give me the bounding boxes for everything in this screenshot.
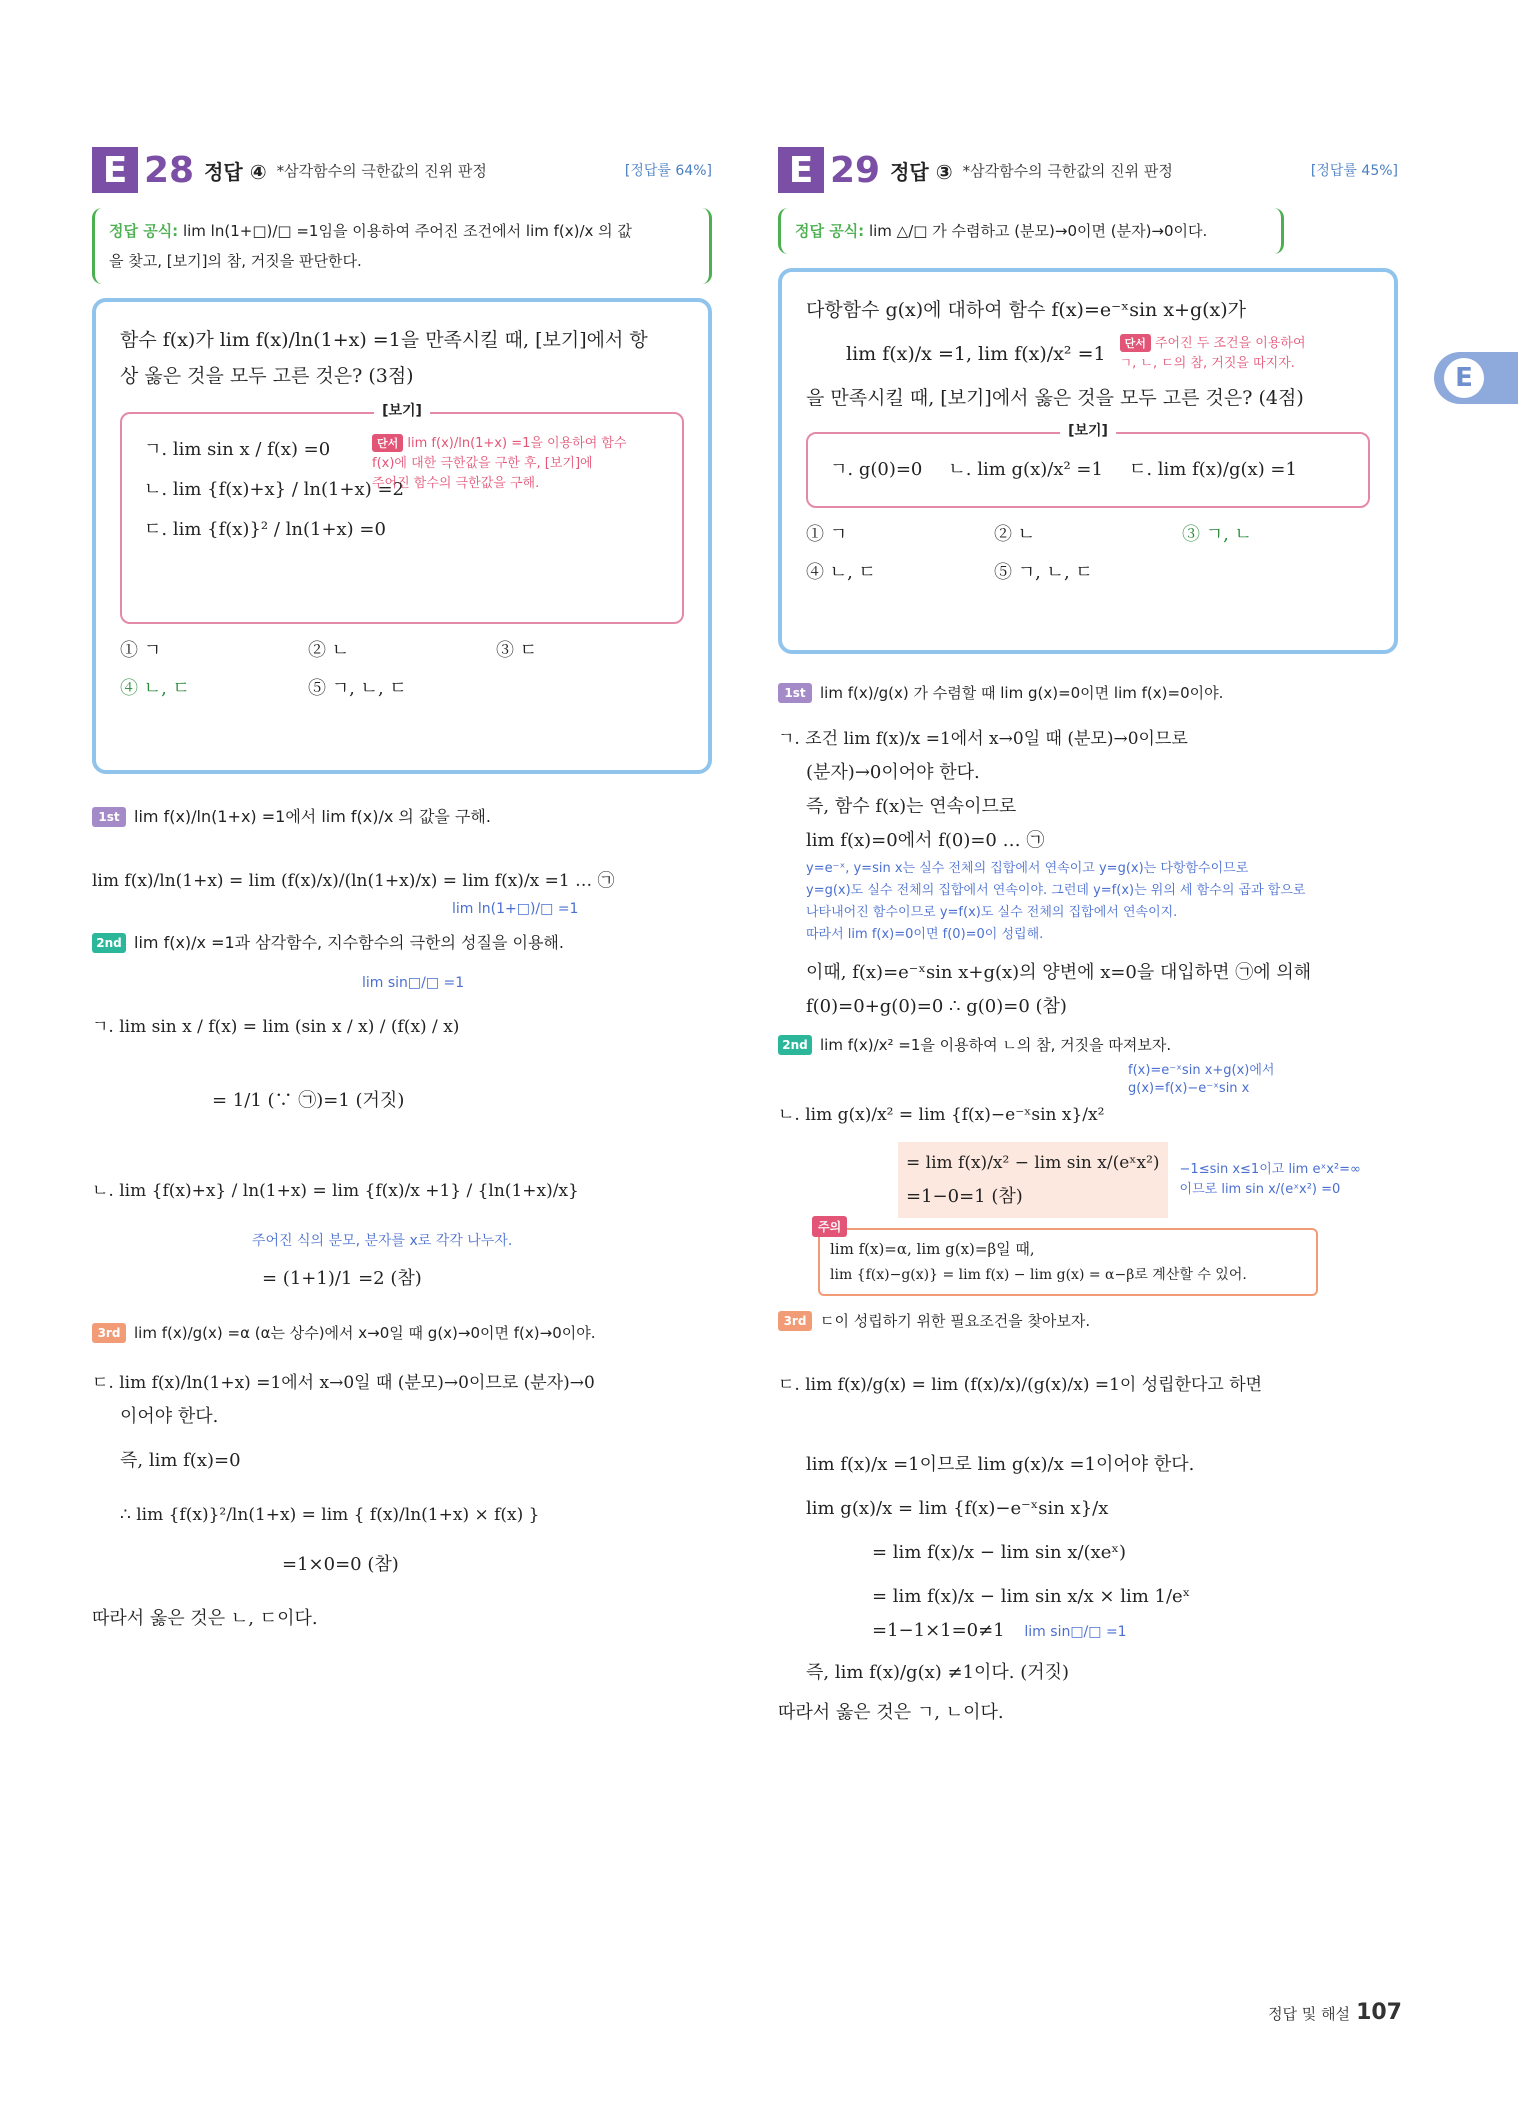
choice-correct: ③ ㄱ, ㄴ <box>1182 524 1252 545</box>
hint-note <box>372 434 652 494</box>
choice: ⑤ ㄱ, ㄴ, ㄷ <box>994 562 1093 583</box>
equation: lim f(x)/ln(1+x) = lim (f(x)/x)/(ln(1+x)/x) = lim f(x)/x =1 … ㉠ <box>92 871 615 891</box>
problem-text: 함수 f(x)가 lim f(x)/ln(1+x) =1을 만족시킬 때, [보기]에서 항 <box>120 329 648 351</box>
note: lim sin□/□ =1 <box>362 975 465 991</box>
choice: ⑤ ㄱ, ㄴ, ㄷ <box>308 678 407 699</box>
step-text: ㄷ이 성립하기 위한 필요조건을 찾아보자. <box>820 1312 1091 1330</box>
choice: ③ ㄷ <box>496 640 538 661</box>
answer-label: 정답 ④ <box>204 159 267 184</box>
answer-label: 정답 ③ <box>890 159 953 184</box>
problem-condition: lim f(x)/x =1, lim f(x)/x² =1 <box>846 343 1106 365</box>
hint-badge: 단서 <box>1120 334 1151 352</box>
equation: f(0)=0+g(0)=0 ∴ g(0)=0 (참) <box>806 996 1067 1017</box>
step-text: lim f(x)/g(x) =α (α는 상수)에서 x→0일 때 g(x)→0이면 f(x)→0이야. <box>134 1324 596 1342</box>
equation: ∴ lim {f(x)}²/ln(1+x) = lim { f(x)/ln(1+x) × f(x) } <box>120 1505 540 1525</box>
shaded-block <box>898 1142 1168 1218</box>
note-line: y=e⁻ˣ, y=sin x는 실수 전체의 집합에서 연속이고 y=g(x)는 다항함수이므로 <box>806 861 1249 876</box>
page-number: 107 <box>1356 2000 1402 2025</box>
equation: lim f(x)=0에서 f(0)=0 … ㉠ <box>806 830 1045 851</box>
step-tag: 3rd <box>778 1311 812 1331</box>
bogi-item: ㄴ. lim g(x)/x² =1 <box>948 459 1103 480</box>
equation: ㄷ. lim f(x)/g(x) = lim (f(x)/x)/(g(x)/x) =1이 성립한다고 하면 <box>778 1375 1263 1395</box>
hint-text: 주어진 두 조건을 이용하여 <box>1155 336 1306 351</box>
step-text: lim f(x)/g(x) 가 수렴할 때 lim g(x)=0이면 lim f(x)=0이야. <box>820 684 1224 702</box>
equation: ㄷ. lim f(x)/ln(1+x) =1에서 x→0일 때 (분모)→0이므로 (분자)→0 <box>92 1373 595 1393</box>
equation: = 1/1 (∵ ㉠)=1 (거짓) <box>212 1090 405 1111</box>
answer-formula <box>92 208 712 284</box>
bogi-box <box>806 423 1370 508</box>
step-text: lim f(x)/x =1과 삼각함수, 지수함수의 극한의 성질을 이용해. <box>134 933 564 952</box>
problem-text-3: 을 만족시킬 때, [보기]에서 옳은 것을 모두 고른 것은? (4점) <box>806 387 1304 409</box>
bogi-tag: [보기] <box>1060 420 1116 440</box>
step-tag: 2nd <box>778 1035 812 1055</box>
problem-header <box>778 146 1398 194</box>
equation: 즉, lim f(x)/g(x) ≠1이다. (거짓) <box>806 1662 1070 1683</box>
note <box>1128 1062 1398 1098</box>
solution <box>778 676 1398 1730</box>
equation: ㄴ. lim {f(x)+x} / ln(1+x) = lim {f(x)/x +1} / {ln(1+x)/x} <box>92 1181 579 1201</box>
footer-label: 정답 및 해설 <box>1268 2005 1351 2023</box>
bogi-tag: [보기] <box>374 400 430 420</box>
equation: = lim f(x)/x − lim sin x/x × lim 1/eˣ <box>872 1586 1191 1607</box>
equation: ㄱ. lim sin x / f(x) = lim (sin x / x) / (f(x) / x) <box>92 1017 460 1037</box>
bogi-box <box>120 403 684 624</box>
equation <box>872 1614 1398 1648</box>
note-line: g(x)=f(x)−e⁻ˣsin x <box>1128 1081 1250 1096</box>
note <box>1180 1160 1361 1200</box>
problem-box <box>92 298 712 774</box>
equation: 즉, 함수 f(x)는 연속이므로 <box>806 796 1017 817</box>
hint-text: 주어진 함수의 극한값을 구해. <box>372 476 540 491</box>
section-letter: E <box>778 147 824 193</box>
choice: ④ ㄴ, ㄷ <box>806 562 876 583</box>
side-tab-letter: E <box>1444 358 1484 398</box>
note-line: f(x)=e⁻ˣsin x+g(x)에서 <box>1128 1063 1275 1078</box>
step-tag: 3rd <box>92 1323 126 1343</box>
problem-text: 다항함수 g(x)에 대하여 함수 f(x)=e⁻ˣsin x+g(x)가 <box>806 299 1247 321</box>
bogi-item: ㄷ. lim {f(x)}² / ln(1+x) =0 <box>144 519 386 540</box>
choice: ① ㄱ <box>806 524 848 545</box>
caution-tag: 주의 <box>812 1216 847 1237</box>
note: 주어진 식의 분모, 분자를 x로 각각 나누자. <box>252 1233 513 1249</box>
note-line: 따라서 lim f(x)=0이면 f(0)=0이 성립해. <box>806 927 1044 942</box>
equation: lim f(x)/x =1이므로 lim g(x)/x =1이어야 한다. <box>806 1454 1195 1475</box>
conclusion: 따라서 옳은 것은 ㄱ, ㄴ이다. <box>778 1702 1004 1723</box>
equation: =1−0=1 (참) <box>906 1186 1023 1207</box>
equation: (분자)→0이어야 한다. <box>806 762 980 783</box>
conclusion: 따라서 옳은 것은 ㄴ, ㄷ이다. <box>92 1608 318 1629</box>
note <box>806 858 1398 946</box>
right-column <box>778 146 1398 1730</box>
equation: = lim f(x)/x² − lim sin x/(eˣx²) <box>906 1153 1160 1173</box>
equation: ㄴ. lim g(x)/x² = lim {f(x)−e⁻ˣsin x}/x² <box>778 1105 1105 1125</box>
note-line: 나타내어진 함수이므로 y=f(x)도 실수 전체의 집합에서 연속이지. <box>806 905 1178 920</box>
formula-text: lim △/□ 가 수렴하고 (분모)→0이면 (분자)→0이다. <box>868 222 1208 240</box>
formula-text-2: 을 찾고, [보기]의 참, 거짓을 판단한다. <box>109 252 362 270</box>
hint-badge: 단서 <box>372 434 403 452</box>
note: lim sin□/□ =1 <box>1024 1624 1127 1640</box>
solution <box>92 800 712 1636</box>
topic: *삼각함수의 극한값의 진위 판정 <box>962 161 1173 180</box>
note-line: 이므로 lim sin x/(eˣx²) =0 <box>1179 1182 1341 1197</box>
hint-note <box>1120 334 1306 374</box>
note-line: −1≤sin x≤1이고 lim eˣx²=∞ <box>1179 1162 1361 1177</box>
correct-rate: [정답률 64%] <box>624 163 712 179</box>
hint-text: ㄱ, ㄴ, ㄷ의 참, 거짓을 따지자. <box>1119 356 1295 371</box>
topic: *삼각함수의 극한값의 진위 판정 <box>276 161 487 180</box>
formula-label: 정답 공식: <box>109 222 179 240</box>
note-line: y=g(x)도 실수 전체의 집합에서 연속이야. 그런데 y=f(x)는 위의 세 함수의 곱과 합으로 <box>806 883 1306 898</box>
hint-text: lim f(x)/ln(1+x) =1을 이용하여 함수 <box>407 436 627 451</box>
equation: 이때, f(x)=e⁻ˣsin x+g(x)의 양변에 x=0을 대입하면 ㉠에 의해 <box>806 962 1312 983</box>
left-column <box>92 146 712 1636</box>
step-tag: 1st <box>92 807 126 827</box>
equation: 즉, lim f(x)=0 <box>120 1450 241 1471</box>
caution-box <box>818 1220 1318 1296</box>
bogi-item: ㄴ. lim {f(x)+x} / ln(1+x) =2 <box>144 479 404 500</box>
formula-text: lim ln(1+□)/□ =1임을 이용하여 주어진 조건에서 lim f(x)/x 의 값 <box>182 222 632 240</box>
section-letter: E <box>92 147 138 193</box>
hint-text: f(x)에 대한 극한값을 구한 후, [보기]에 <box>372 456 593 471</box>
equation-text: =1−1×1=0≠1 <box>872 1620 1005 1641</box>
choice: ② ㄴ <box>308 640 350 661</box>
choices <box>806 516 1370 592</box>
equation: lim g(x)/x = lim {f(x)−e⁻ˣsin x}/x <box>806 1498 1109 1519</box>
problem-text-2: 상 옳은 것을 모두 고른 것은? (3점) <box>120 365 414 387</box>
equation: =1×0=0 (참) <box>282 1554 399 1575</box>
correct-rate: [정답률 45%] <box>1310 163 1398 179</box>
formula-label: 정답 공식: <box>795 222 865 240</box>
equation: = (1+1)/1 =2 (참) <box>262 1268 422 1289</box>
problem-number: 29 <box>830 149 881 191</box>
step-tag: 2nd <box>92 933 126 953</box>
bogi-item: ㄷ. lim f(x)/g(x) =1 <box>1128 459 1297 480</box>
caution-line: lim f(x)=α, lim g(x)=β일 때, <box>830 1240 1035 1258</box>
bogi-item: ㄱ. g(0)=0 <box>830 459 923 480</box>
choice-correct: ④ ㄴ, ㄷ <box>120 678 190 699</box>
section-side-tab <box>1434 352 1518 404</box>
step-text: lim f(x)/ln(1+x) =1에서 lim f(x)/x 의 값을 구해. <box>134 807 491 826</box>
answer-formula <box>778 208 1284 254</box>
choices <box>120 632 684 708</box>
equation: 이어야 한다. <box>120 1406 219 1427</box>
page-footer <box>1268 2000 1402 2025</box>
step-tag: 1st <box>778 683 812 703</box>
step-text: lim f(x)/x² =1을 이용하여 ㄴ의 참, 거짓을 따져보자. <box>820 1036 1172 1054</box>
bogi-item: ㄱ. lim sin x / f(x) =0 <box>144 439 331 460</box>
caution-line: lim {f(x)−g(x)} = lim f(x) − lim g(x) = α−β로 계산할 수 있어. <box>830 1267 1247 1283</box>
choice: ① ㄱ <box>120 640 162 661</box>
equation: = lim f(x)/x − lim sin x/(xeˣ) <box>872 1542 1127 1563</box>
problem-header <box>92 146 712 194</box>
equation: ㄱ. 조건 lim f(x)/x =1에서 x→0일 때 (분모)→0이므로 <box>778 729 1188 749</box>
problem-box <box>778 268 1398 654</box>
choice: ② ㄴ <box>994 524 1036 545</box>
problem-number: 28 <box>144 149 195 191</box>
note: lim ln(1+□)/□ =1 <box>452 901 579 917</box>
